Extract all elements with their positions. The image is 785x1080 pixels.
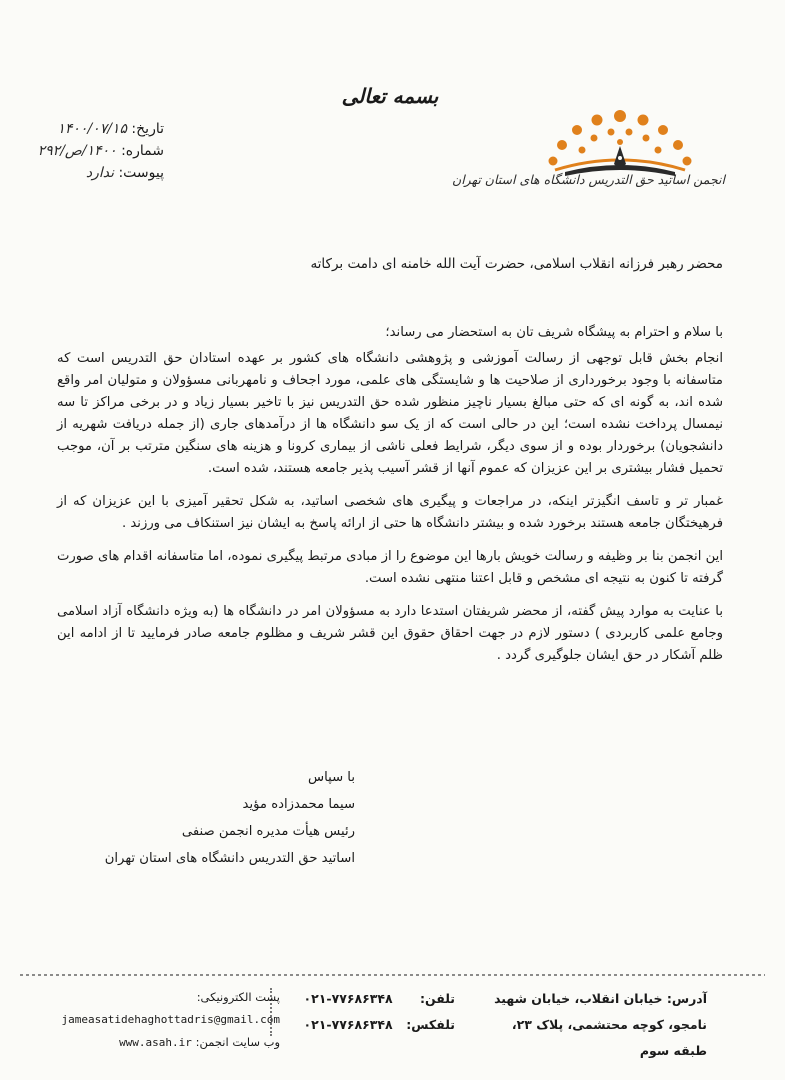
- footer-divider: [20, 972, 765, 978]
- fax-value: ۰۲۱-۷۷۶۸۶۳۴۸: [303, 1017, 393, 1032]
- footer-phones: [285, 986, 455, 1038]
- letter-greeting: با سلام و احترام به پیشگاه شریف تان به استحضار می رساند؛: [385, 325, 723, 340]
- number-row: [24, 140, 164, 162]
- letter-footer: [0, 986, 785, 1058]
- phone-label: تلفن:: [419, 991, 455, 1006]
- letter-paragraph: با عنایت به موارد پیش گفته، از محضر شریفتان استدعا دارد به مسؤولان امر در دانشگاه ها (به ویژه دانشگاه آزاد اسلامی وجامع علمی کاربردی ) دستور لازم در جهت احقاق حقوق این قشر شریف و مظلوم جامعه صادر فرمایید تا از ادامه این ظلم آشکار در حق ایشان جلوگیری گردد .: [57, 604, 723, 663]
- letter-paragraph: انجام بخش قابل توجهی از رسالت آموزشی و پژوهشی دانشگاه های کشور بر عهده استادان حق التدریس است که متاسفانه با وجود برخورداری از صلاحیت ها و شایستگی های علمی، مورد اجحاف و نامهربانی مسؤولان و متولیان امر واقع شده اند، به گونه ای که حتی مبالغ بسیار ناچیز منظور شده حق التدریس نیز با تاخیر بسیار زیاد و در برخی مراکز تا سه نیمسال پرداخت نشده است؛ این در حالی است که از یک سو دانشگاه ها از درآمدهای جاری (از جمله دریافت شهریه از دانشجویان) برخوردار بوده و از سوی دیگر، شرایط فعلی ناشی از بیماری کرونا و هزینه های سنگین مترتب بر آن، موجب تحمیل فشار بیشتری بر این عزیزان که عموم آنها از قشر آسیب پذیر جامعه هستند، شده است.: [57, 351, 723, 476]
- number-value: ۱۴۰۰/ص/۲۹۲: [37, 143, 117, 159]
- bismillah-heading: بسمه تعالی: [341, 84, 439, 108]
- letter-meta: [24, 118, 164, 184]
- number-label: شماره:: [121, 143, 164, 159]
- website-label: وب سایت انجمن:: [195, 1035, 280, 1049]
- attachment-row: [24, 162, 164, 184]
- association-logo-text: انجمن اساتید حق التدریس دانشگاه های استان تهران: [452, 172, 725, 187]
- website-link[interactable]: www.asah.ir: [119, 1036, 192, 1049]
- letter-addressee: محضر رهبر فرزانه انقلاب اسلامی، حضرت آیت الله خامنه ای دامت برکاته: [310, 256, 723, 272]
- date-row: [24, 118, 164, 140]
- letter-paragraph: این انجمن بنا بر وظیفه و رسالت خویش بارها این موضوع را از مبادی مرتبط پیگیری نموده، اما متاسفانه اقدام های صورت گرفته تا کنون به نتیجه ای مشخص و قابل اعتنا منتهی نشده است.: [57, 549, 723, 586]
- footer-contact: [40, 986, 280, 1054]
- association-logo-icon: [525, 98, 715, 208]
- fax-label: تلفکس:: [406, 1017, 455, 1032]
- letter-body: [57, 322, 723, 678]
- letter-paragraph: غمبار تر و تاسف انگیزتر اینکه، در مراجعات و پیگیری های شخصی اساتید، به شکل تحقیر آمیزی با این عزیزان که از فرهیختگان جامعه هستند برخورد شده و بیشتر دانشگاه ها حتی از ارائه پاسخ به ایشان نیز استنکاف می ورزند .: [57, 494, 723, 531]
- signature-org: اساتید حق التدریس دانشگاه های استان تهران: [104, 851, 355, 866]
- attachment-label: پیوست:: [118, 165, 164, 181]
- phone-value: ۰۲۱-۷۷۶۸۶۳۴۸: [303, 991, 393, 1006]
- address-line-2: نامجو، کوچه محتشمی، پلاک ۲۳، طبقه سوم: [511, 1017, 707, 1058]
- date-value: ۱۴۰۰/۰۷/۱۵: [57, 121, 127, 137]
- address-label: آدرس:: [666, 991, 707, 1006]
- address-line-1: خیابان انقلاب، خیابان شهید: [494, 991, 663, 1006]
- email-label: پست الکترونیکی:: [196, 990, 280, 1004]
- signature-name: سیما محمدزاده مؤید: [242, 797, 355, 812]
- signature-closing: با سپاس: [307, 770, 355, 785]
- date-label: تاریخ:: [131, 121, 164, 137]
- email-link[interactable]: jameasatidehaghottadris@gmail.com: [61, 1013, 280, 1026]
- footer-address: [477, 986, 707, 1064]
- attachment-value: ندارد: [85, 165, 114, 181]
- signature-block: [55, 764, 355, 872]
- signature-title: رئیس هیأت مدیره انجمن صنفی: [181, 824, 355, 839]
